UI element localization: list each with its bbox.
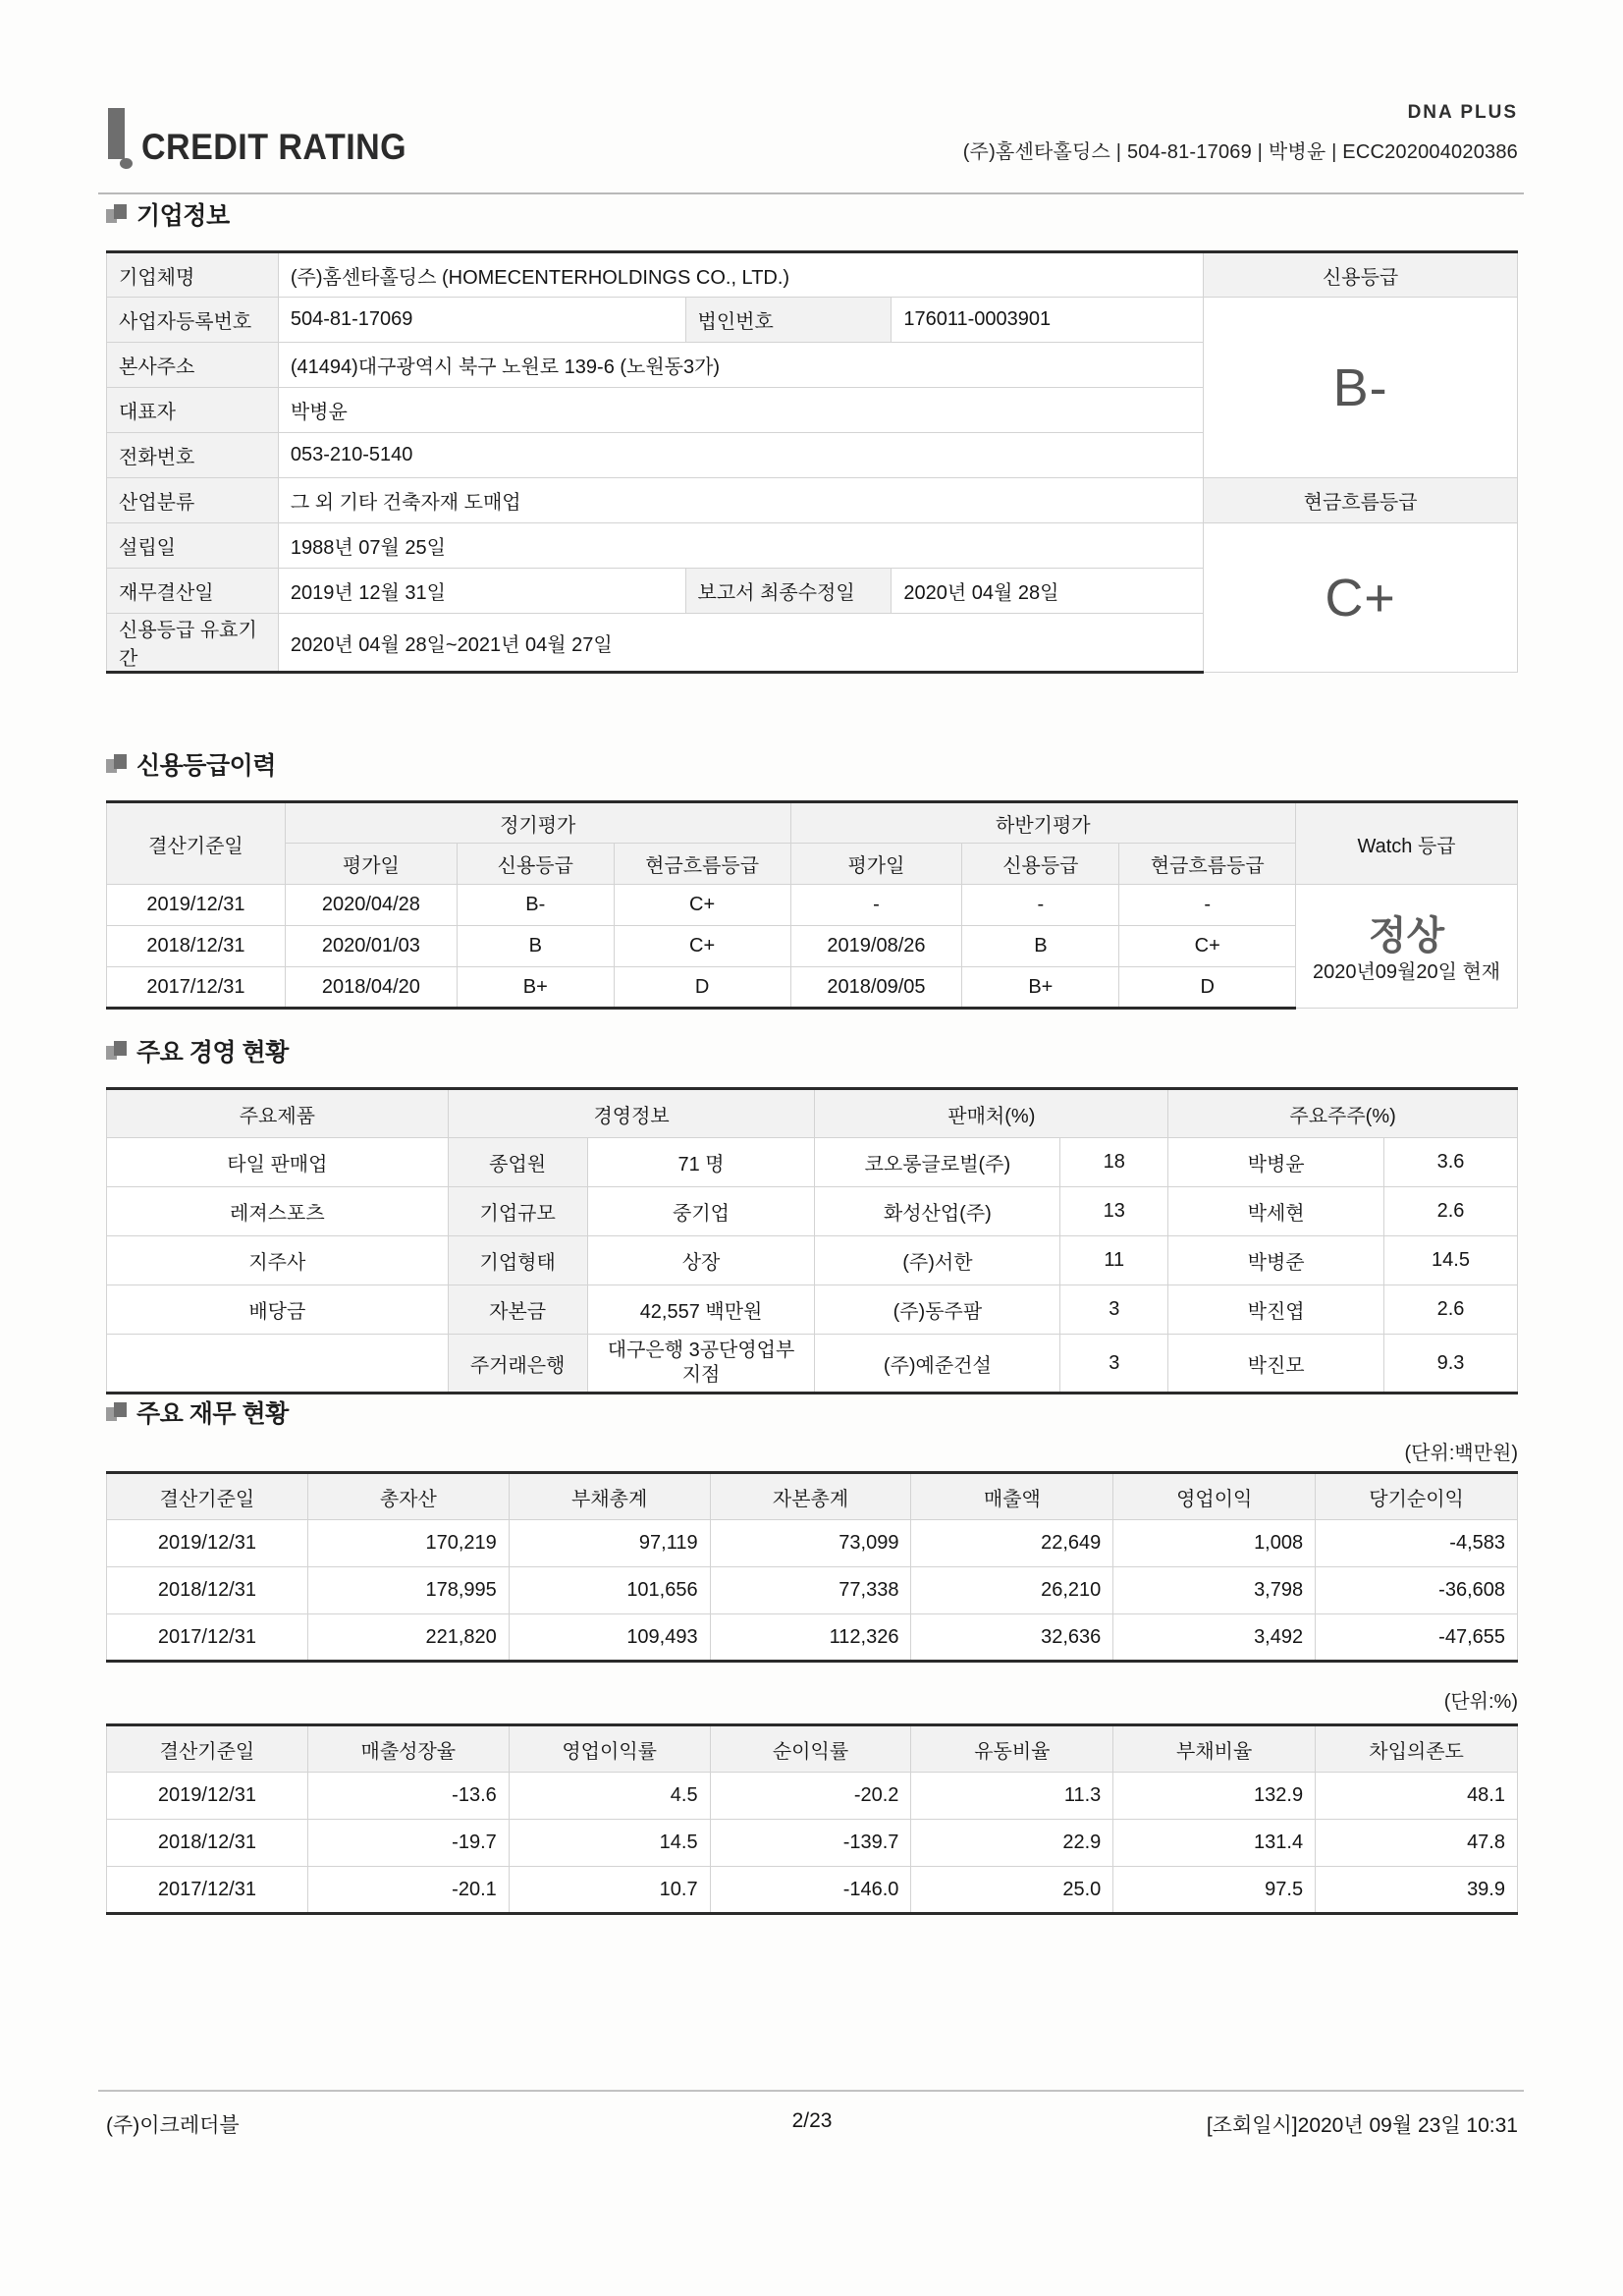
table-row [107, 885, 1518, 926]
value-report-updated: 2020년 04월 28일 [892, 569, 1204, 614]
cell-total-equity: 112,326 [710, 1614, 911, 1662]
cell-product: 레져스포츠 [107, 1187, 449, 1236]
cell-current-ratio: 25.0 [911, 1867, 1113, 1914]
cell-product [107, 1335, 449, 1394]
cell-shareholder-name: 박진엽 [1168, 1285, 1384, 1335]
cell-half-cash: - [1119, 885, 1296, 926]
cell-sales-growth: -13.6 [307, 1773, 509, 1820]
watch-cell [1296, 885, 1518, 1009]
cell-shareholder-pct: 2.6 [1384, 1285, 1518, 1335]
table-row [107, 1236, 1518, 1285]
cell-reg-credit: B- [457, 885, 614, 926]
section-title-management [106, 1033, 289, 1068]
col-current-ratio: 유동비율 [911, 1725, 1113, 1773]
section-label: 주요 경영 현황 [136, 1039, 289, 1066]
cell-half-date: 2018/09/05 [790, 967, 962, 1009]
cell-base-date: 2017/12/31 [107, 1867, 308, 1914]
footer-company-name: (주)이크레더블 [106, 2114, 240, 2137]
cell-customer-name: (주)동주팜 [815, 1285, 1060, 1335]
financial-amount-table [106, 1471, 1518, 1663]
document-header [106, 102, 1518, 185]
value-cashflow-grade: C+ [1204, 523, 1518, 673]
col-customers: 판매처(%) [815, 1089, 1168, 1138]
cell-reg-date: 2020/04/28 [285, 885, 457, 926]
col-half-credit-grade: 신용등급 [962, 844, 1119, 885]
label-ceo: 대표자 [107, 388, 279, 433]
col-reg-eval-date: 평가일 [285, 844, 457, 885]
cell-half-credit: - [962, 885, 1119, 926]
table-row [107, 1187, 1518, 1236]
cell-borrowing-dependency: 48.1 [1316, 1773, 1518, 1820]
cell-customer-name: 화성산업(주) [815, 1187, 1060, 1236]
col-regular-eval: 정기평가 [285, 802, 790, 844]
label-fiscal-date: 재무결산일 [107, 569, 279, 614]
col-reg-cashflow-grade: 현금흐름등급 [614, 844, 790, 885]
cell-half-date: 2019/08/26 [790, 926, 962, 967]
col-watch-grade: Watch 등급 [1296, 802, 1518, 885]
value-phone: 053-210-5140 [278, 433, 1203, 478]
cell-debt-ratio: 131.4 [1113, 1820, 1316, 1867]
table-row [107, 1820, 1518, 1867]
table-header-row [107, 1725, 1518, 1773]
value-industry: 그 외 기타 건축자재 도매업 [278, 478, 1203, 523]
col-total-liabilities: 부채총계 [509, 1473, 710, 1520]
cell-info-value: 상장 [587, 1236, 815, 1285]
value-corp-no: 176011-0003901 [892, 298, 1204, 343]
section-title-financial [106, 1394, 289, 1430]
cell-operating-profit: 1,008 [1113, 1520, 1316, 1567]
col-total-equity: 자본총계 [710, 1473, 911, 1520]
col-half-eval-date: 평가일 [790, 844, 962, 885]
value-founded: 1988년 07월 25일 [278, 523, 1203, 569]
col-debt-ratio: 부채비율 [1113, 1725, 1316, 1773]
table-row [107, 1567, 1518, 1614]
table-row [107, 1614, 1518, 1662]
col-borrowing-dependency: 차입의존도 [1316, 1725, 1518, 1773]
credit-rating-logo-icon [106, 108, 132, 169]
section-title-company-info [106, 196, 230, 232]
value-ceo: 박병윤 [278, 388, 1203, 433]
col-base-date: 결산기준일 [107, 1725, 308, 1773]
col-management-info: 경영정보 [448, 1089, 815, 1138]
cell-product: 타일 판매업 [107, 1138, 449, 1187]
section-bullet-icon [106, 754, 128, 774]
cell-info-label: 자본금 [448, 1285, 587, 1335]
section-bullet-icon [106, 204, 128, 224]
col-halfyear-eval: 하반기평가 [790, 802, 1296, 844]
cell-base-date: 2019/12/31 [107, 1520, 308, 1567]
header-divider [98, 192, 1524, 194]
col-operating-profit: 영업이익 [1113, 1473, 1316, 1520]
header-right-block [963, 102, 1518, 164]
cell-net-income: -47,655 [1316, 1614, 1518, 1662]
company-info-table [106, 250, 1518, 674]
cell-total-liabilities: 101,656 [509, 1567, 710, 1614]
cell-reg-cash: C+ [614, 885, 790, 926]
col-main-products: 주요제품 [107, 1089, 449, 1138]
col-revenue: 매출액 [911, 1473, 1113, 1520]
table-row [107, 1773, 1518, 1820]
cell-base-date: 2019/12/31 [107, 1773, 308, 1820]
cell-reg-date: 2018/04/20 [285, 967, 457, 1009]
header-company-meta: (주)홈센타홀딩스 | 504-81-17069 | 박병윤 | ECC202004020386 [962, 141, 1518, 163]
cell-info-value: 대구은행 3공단영업부 지점 [587, 1335, 815, 1394]
cell-half-date: - [790, 885, 962, 926]
cell-total-liabilities: 97,119 [509, 1520, 710, 1567]
management-status-table [106, 1087, 1518, 1394]
footer-page-number: 2/23 [791, 2109, 833, 2132]
value-credit-grade: B- [1204, 298, 1518, 478]
cell-customer-pct: 3 [1060, 1335, 1168, 1394]
brand-logo [106, 104, 430, 169]
dna-plus-label: DNA PLUS [1407, 102, 1518, 123]
label-cashflow-grade: 현금흐름등급 [1204, 478, 1518, 523]
watch-asof-date: 2020년09월20일 현재 [1312, 960, 1501, 983]
cell-reg-cash: C+ [614, 926, 790, 967]
cell-customer-pct: 11 [1060, 1236, 1168, 1285]
cell-customer-name: (주)서한 [815, 1236, 1060, 1285]
col-base-date: 결산기준일 [107, 1473, 308, 1520]
col-base-date: 결산기준일 [107, 802, 286, 885]
label-rating-validity: 신용등급 유효기간 [107, 614, 279, 673]
table-header-row [107, 802, 1518, 844]
cell-half-credit: B+ [962, 967, 1119, 1009]
cell-shareholder-name: 박세현 [1168, 1187, 1384, 1236]
cell-info-value: 중기업 [587, 1187, 815, 1236]
unit-note-million-won: (단위:백만원) [1404, 1443, 1518, 1464]
cell-half-cash: C+ [1119, 926, 1296, 967]
col-reg-credit-grade: 신용등급 [457, 844, 614, 885]
cell-net-income: -36,608 [1316, 1567, 1518, 1614]
table-row [107, 478, 1518, 523]
cell-base-date: 2019/12/31 [107, 885, 286, 926]
cell-total-liabilities: 109,493 [509, 1614, 710, 1662]
table-row [107, 1520, 1518, 1567]
label-address: 본사주소 [107, 343, 279, 388]
cell-half-credit: B [962, 926, 1119, 967]
cell-shareholder-pct: 9.3 [1384, 1335, 1518, 1394]
cell-shareholder-name: 박병윤 [1168, 1138, 1384, 1187]
cell-base-date: 2018/12/31 [107, 1567, 308, 1614]
cell-half-cash: D [1119, 967, 1296, 1009]
value-biz-no: 504-81-17069 [278, 298, 685, 343]
brand-name: CREDIT RATING [141, 127, 407, 167]
col-total-assets: 총자산 [307, 1473, 509, 1520]
label-phone: 전화번호 [107, 433, 279, 478]
cell-shareholder-name: 박진모 [1168, 1335, 1384, 1394]
label-founded: 설립일 [107, 523, 279, 569]
col-net-income: 당기순이익 [1316, 1473, 1518, 1520]
cell-customer-name: (주)예준건설 [815, 1335, 1060, 1394]
cell-total-equity: 73,099 [710, 1520, 911, 1567]
cell-product: 배당금 [107, 1285, 449, 1335]
cell-shareholder-name: 박병준 [1168, 1236, 1384, 1285]
cell-revenue: 22,649 [911, 1520, 1113, 1567]
unit-note-percent: (단위:%) [1443, 1691, 1518, 1713]
cell-base-date: 2018/12/31 [107, 926, 286, 967]
document-footer [106, 2109, 1518, 2149]
cell-info-label: 기업형태 [448, 1236, 587, 1285]
cell-customer-pct: 13 [1060, 1187, 1168, 1236]
cell-debt-ratio: 132.9 [1113, 1773, 1316, 1820]
value-address: (41494)대구광역시 북구 노원로 139-6 (노원동3가) [278, 343, 1203, 388]
table-header-row [107, 1473, 1518, 1520]
cell-reg-credit: B [457, 926, 614, 967]
cell-info-label: 주거래은행 [448, 1335, 587, 1394]
table-row [107, 252, 1518, 298]
cell-info-label: 기업규모 [448, 1187, 587, 1236]
cell-reg-cash: D [614, 967, 790, 1009]
cell-base-date: 2017/12/31 [107, 1614, 308, 1662]
table-row [107, 298, 1518, 343]
footer-query-timestamp: [조회일시]2020년 09월 23일 10:31 [1206, 2114, 1518, 2137]
cell-base-date: 2018/12/31 [107, 1820, 308, 1867]
value-company-name: (주)홈센타홀딩스 (HOMECENTERHOLDINGS CO., LTD.) [278, 252, 1203, 298]
cell-info-label: 종업원 [448, 1138, 587, 1187]
label-industry: 산업분류 [107, 478, 279, 523]
label-corp-no: 법인번호 [685, 298, 892, 343]
cell-reg-credit: B+ [457, 967, 614, 1009]
value-fiscal-date: 2019년 12월 31일 [278, 569, 685, 614]
cell-net-margin: -20.2 [710, 1773, 911, 1820]
cell-shareholder-pct: 3.6 [1384, 1138, 1518, 1187]
cell-shareholder-pct: 14.5 [1384, 1236, 1518, 1285]
footer-divider [98, 2090, 1524, 2092]
financial-ratio-table [106, 1723, 1518, 1915]
cell-current-ratio: 22.9 [911, 1820, 1113, 1867]
cell-customer-pct: 18 [1060, 1138, 1168, 1187]
cell-operating-profit: 3,492 [1113, 1614, 1316, 1662]
cell-net-income: -4,583 [1316, 1520, 1518, 1567]
col-shareholders: 주요주주(%) [1168, 1089, 1518, 1138]
cell-borrowing-dependency: 39.9 [1316, 1867, 1518, 1914]
table-header-row [107, 1089, 1518, 1138]
label-report-updated: 보고서 최종수정일 [685, 569, 892, 614]
cell-operating-profit: 3,798 [1113, 1567, 1316, 1614]
cell-total-equity: 77,338 [710, 1567, 911, 1614]
cell-customer-pct: 3 [1060, 1285, 1168, 1335]
section-label: 신용등급이력 [136, 752, 276, 780]
cell-total-assets: 170,219 [307, 1520, 509, 1567]
section-label: 주요 재무 현황 [136, 1400, 289, 1428]
cell-product: 지주사 [107, 1236, 449, 1285]
col-net-margin: 순이익률 [710, 1725, 911, 1773]
cell-shareholder-pct: 2.6 [1384, 1187, 1518, 1236]
watch-status-value: 정상 [1368, 913, 1445, 957]
cell-total-assets: 221,820 [307, 1614, 509, 1662]
label-company-name: 기업체명 [107, 252, 279, 298]
section-bullet-icon [106, 1041, 128, 1061]
cell-current-ratio: 11.3 [911, 1773, 1113, 1820]
cell-revenue: 32,636 [911, 1614, 1113, 1662]
cell-revenue: 26,210 [911, 1567, 1113, 1614]
cell-info-value: 71 명 [587, 1138, 815, 1187]
cell-customer-name: 코오롱글로벌(주) [815, 1138, 1060, 1187]
label-credit-grade: 신용등급 [1204, 252, 1518, 298]
table-row [107, 1138, 1518, 1187]
cell-operating-margin: 4.5 [509, 1773, 710, 1820]
col-operating-margin: 영업이익률 [509, 1725, 710, 1773]
col-sales-growth: 매출성장율 [307, 1725, 509, 1773]
cell-base-date: 2017/12/31 [107, 967, 286, 1009]
cell-operating-margin: 10.7 [509, 1867, 710, 1914]
table-row [107, 523, 1518, 569]
cell-sales-growth: -19.7 [307, 1820, 509, 1867]
cell-net-margin: -139.7 [710, 1820, 911, 1867]
rating-history-table [106, 800, 1518, 1010]
value-rating-validity: 2020년 04월 28일~2021년 04월 27일 [278, 614, 1203, 673]
table-row [107, 1867, 1518, 1914]
cell-total-assets: 178,995 [307, 1567, 509, 1614]
label-biz-no: 사업자등록번호 [107, 298, 279, 343]
col-half-cashflow-grade: 현금흐름등급 [1119, 844, 1296, 885]
cell-net-margin: -146.0 [710, 1867, 911, 1914]
cell-borrowing-dependency: 47.8 [1316, 1820, 1518, 1867]
cell-reg-date: 2020/01/03 [285, 926, 457, 967]
section-label: 기업정보 [136, 202, 230, 230]
cell-sales-growth: -20.1 [307, 1867, 509, 1914]
cell-info-value: 42,557 백만원 [587, 1285, 815, 1335]
cell-operating-margin: 14.5 [509, 1820, 710, 1867]
table-row [107, 1285, 1518, 1335]
section-title-rating-history [106, 746, 276, 782]
section-bullet-icon [106, 1402, 128, 1422]
table-row [107, 1335, 1518, 1394]
cell-debt-ratio: 97.5 [1113, 1867, 1316, 1914]
